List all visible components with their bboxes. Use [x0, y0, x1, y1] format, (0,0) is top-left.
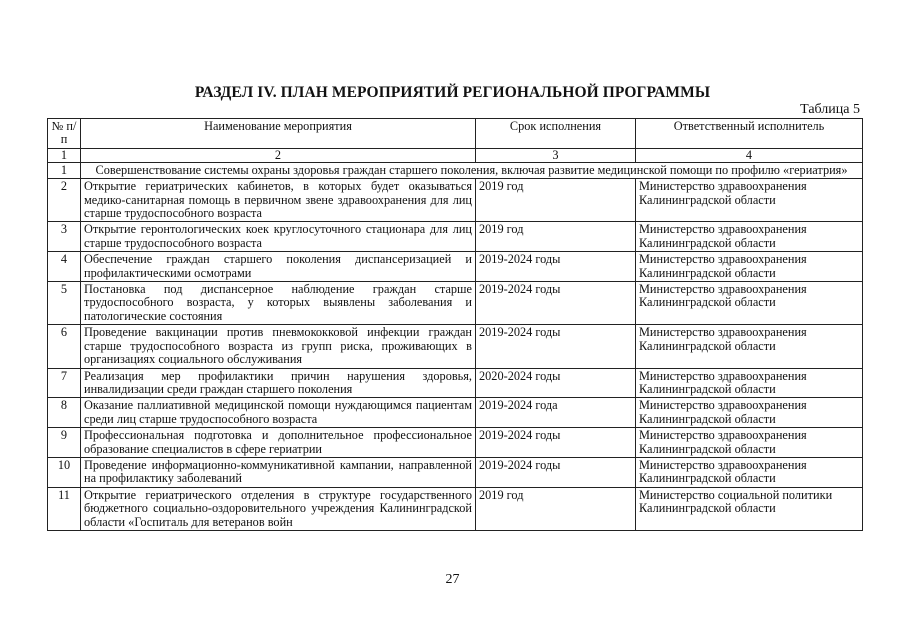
row-number: 9: [48, 428, 81, 458]
table-row: [48, 325, 863, 368]
row-number: 2: [48, 179, 81, 222]
responsible-executor: Министерство здравоохранения Калининградской области: [636, 368, 863, 398]
table-label: Таблица 5: [800, 102, 860, 117]
table-header-row: [48, 119, 863, 149]
column-index-row: [48, 148, 863, 162]
execution-term: 2019-2024 годы: [476, 428, 636, 458]
activity-name: Обеспечение граждан старшего поколения диспансеризацией и профилактическими осмотрами: [81, 252, 476, 282]
responsible-executor: Министерство социальной политики Калининградской области: [636, 487, 863, 530]
responsible-executor: Министерство здравоохранения Калининградской области: [636, 398, 863, 428]
activity-name: Постановка под диспансерное наблюдение граждан старше трудоспособного возраста, у которых выявлены заболевания и патологические состояния: [81, 282, 476, 325]
activity-name: Профессиональная подготовка и дополнительное профессиональное образование специалистов в сфере гериатрии: [81, 428, 476, 458]
execution-term: 2019 год: [476, 487, 636, 530]
row-number: 5: [48, 282, 81, 325]
table-row: [48, 398, 863, 428]
responsible-executor: Министерство здравоохранения Калининградской области: [636, 457, 863, 487]
table-row: [48, 282, 863, 325]
column-index: 3: [476, 148, 636, 162]
page-number: 27: [445, 572, 460, 587]
activity-name: Проведение вакцинации против пневмококковой инфекции граждан старше трудоспособного возраста из групп риска, проживающих в организациях социального обслуживания: [81, 325, 476, 368]
activity-name: Проведение информационно-коммуникативной кампании, направленной на профилактику заболеваний: [81, 457, 476, 487]
section-row: [48, 162, 863, 178]
table-row: [48, 252, 863, 282]
activity-name: Оказание паллиативной медицинской помощи нуждающимся пациентам среди лиц старше трудоспособного возраста: [81, 398, 476, 428]
activity-name: Открытие гериатрического отделения в структуре государственного бюджетного социально-оздоровительного учреждения Калининградской области «Госпиталь для ветеранов войн: [84, 488, 472, 529]
row-number: 8: [48, 398, 81, 428]
row-number: 10: [48, 457, 81, 487]
header-executor: Ответственный исполнитель: [636, 119, 863, 149]
column-index: 2: [81, 148, 476, 162]
execution-term: 2019 год: [476, 222, 636, 252]
header-name: Наименование мероприятия: [81, 119, 476, 149]
section-heading: Совершенствование системы охраны здоровья граждан старшего поколения, включая развитие медицинской помощи по профилю «гериатрия»: [81, 162, 863, 178]
row-number: 7: [48, 368, 81, 398]
table-row: [48, 487, 863, 530]
activity-name: Реализация мер профилактики причин нарушения здоровья, инвалидизации среди граждан старшего поколения: [81, 368, 476, 398]
execution-term: 2019-2024 годы: [476, 325, 636, 368]
header-term: Срок исполнения: [476, 119, 636, 149]
activity-name: Открытие гериатрических кабинетов, в которых будет оказываться медико-санитарная помощь в первичном звене здравоохранения для лиц старше трудоспособного возраста: [81, 179, 476, 222]
column-index: 1: [48, 148, 81, 162]
activity-name: Открытие геронтологических коек круглосуточного стационара для лиц старше трудоспособного возраста: [81, 222, 476, 252]
header-num: № п/п: [48, 119, 81, 149]
column-index: 4: [636, 148, 863, 162]
row-number: 3: [48, 222, 81, 252]
responsible-executor: Министерство здравоохранения Калининградской области: [636, 428, 863, 458]
responsible-executor: Министерство здравоохранения Калининградской области: [636, 325, 863, 368]
execution-term: 2019-2024 годы: [476, 457, 636, 487]
table-row: [48, 457, 863, 487]
execution-term: 2019 год: [476, 179, 636, 222]
activity-name-cell: [81, 487, 476, 530]
execution-term: 2020-2024 годы: [476, 368, 636, 398]
execution-term: 2019-2024 года: [476, 398, 636, 428]
execution-term: 2019-2024 годы: [476, 282, 636, 325]
action-plan-table: [47, 118, 863, 531]
responsible-executor: Министерство здравоохранения Калининградской области: [636, 179, 863, 222]
section-title: РАЗДЕЛ IV. ПЛАН МЕРОПРИЯТИЙ РЕГИОНАЛЬНОЙ ПРОГРАММЫ: [194, 84, 711, 101]
row-number: 4: [48, 252, 81, 282]
table-row: [48, 368, 863, 398]
responsible-executor: Министерство здравоохранения Калининградской области: [636, 222, 863, 252]
table-row: [48, 179, 863, 222]
responsible-executor: Министерство здравоохранения Калининградской области: [636, 282, 863, 325]
table-row: [48, 222, 863, 252]
execution-term: 2019-2024 годы: [476, 252, 636, 282]
section-num: 1: [48, 162, 81, 178]
row-number: 6: [48, 325, 81, 368]
table-row: [48, 428, 863, 458]
responsible-executor: Министерство здравоохранения Калининградской области: [636, 252, 863, 282]
row-number: 11: [48, 487, 81, 530]
